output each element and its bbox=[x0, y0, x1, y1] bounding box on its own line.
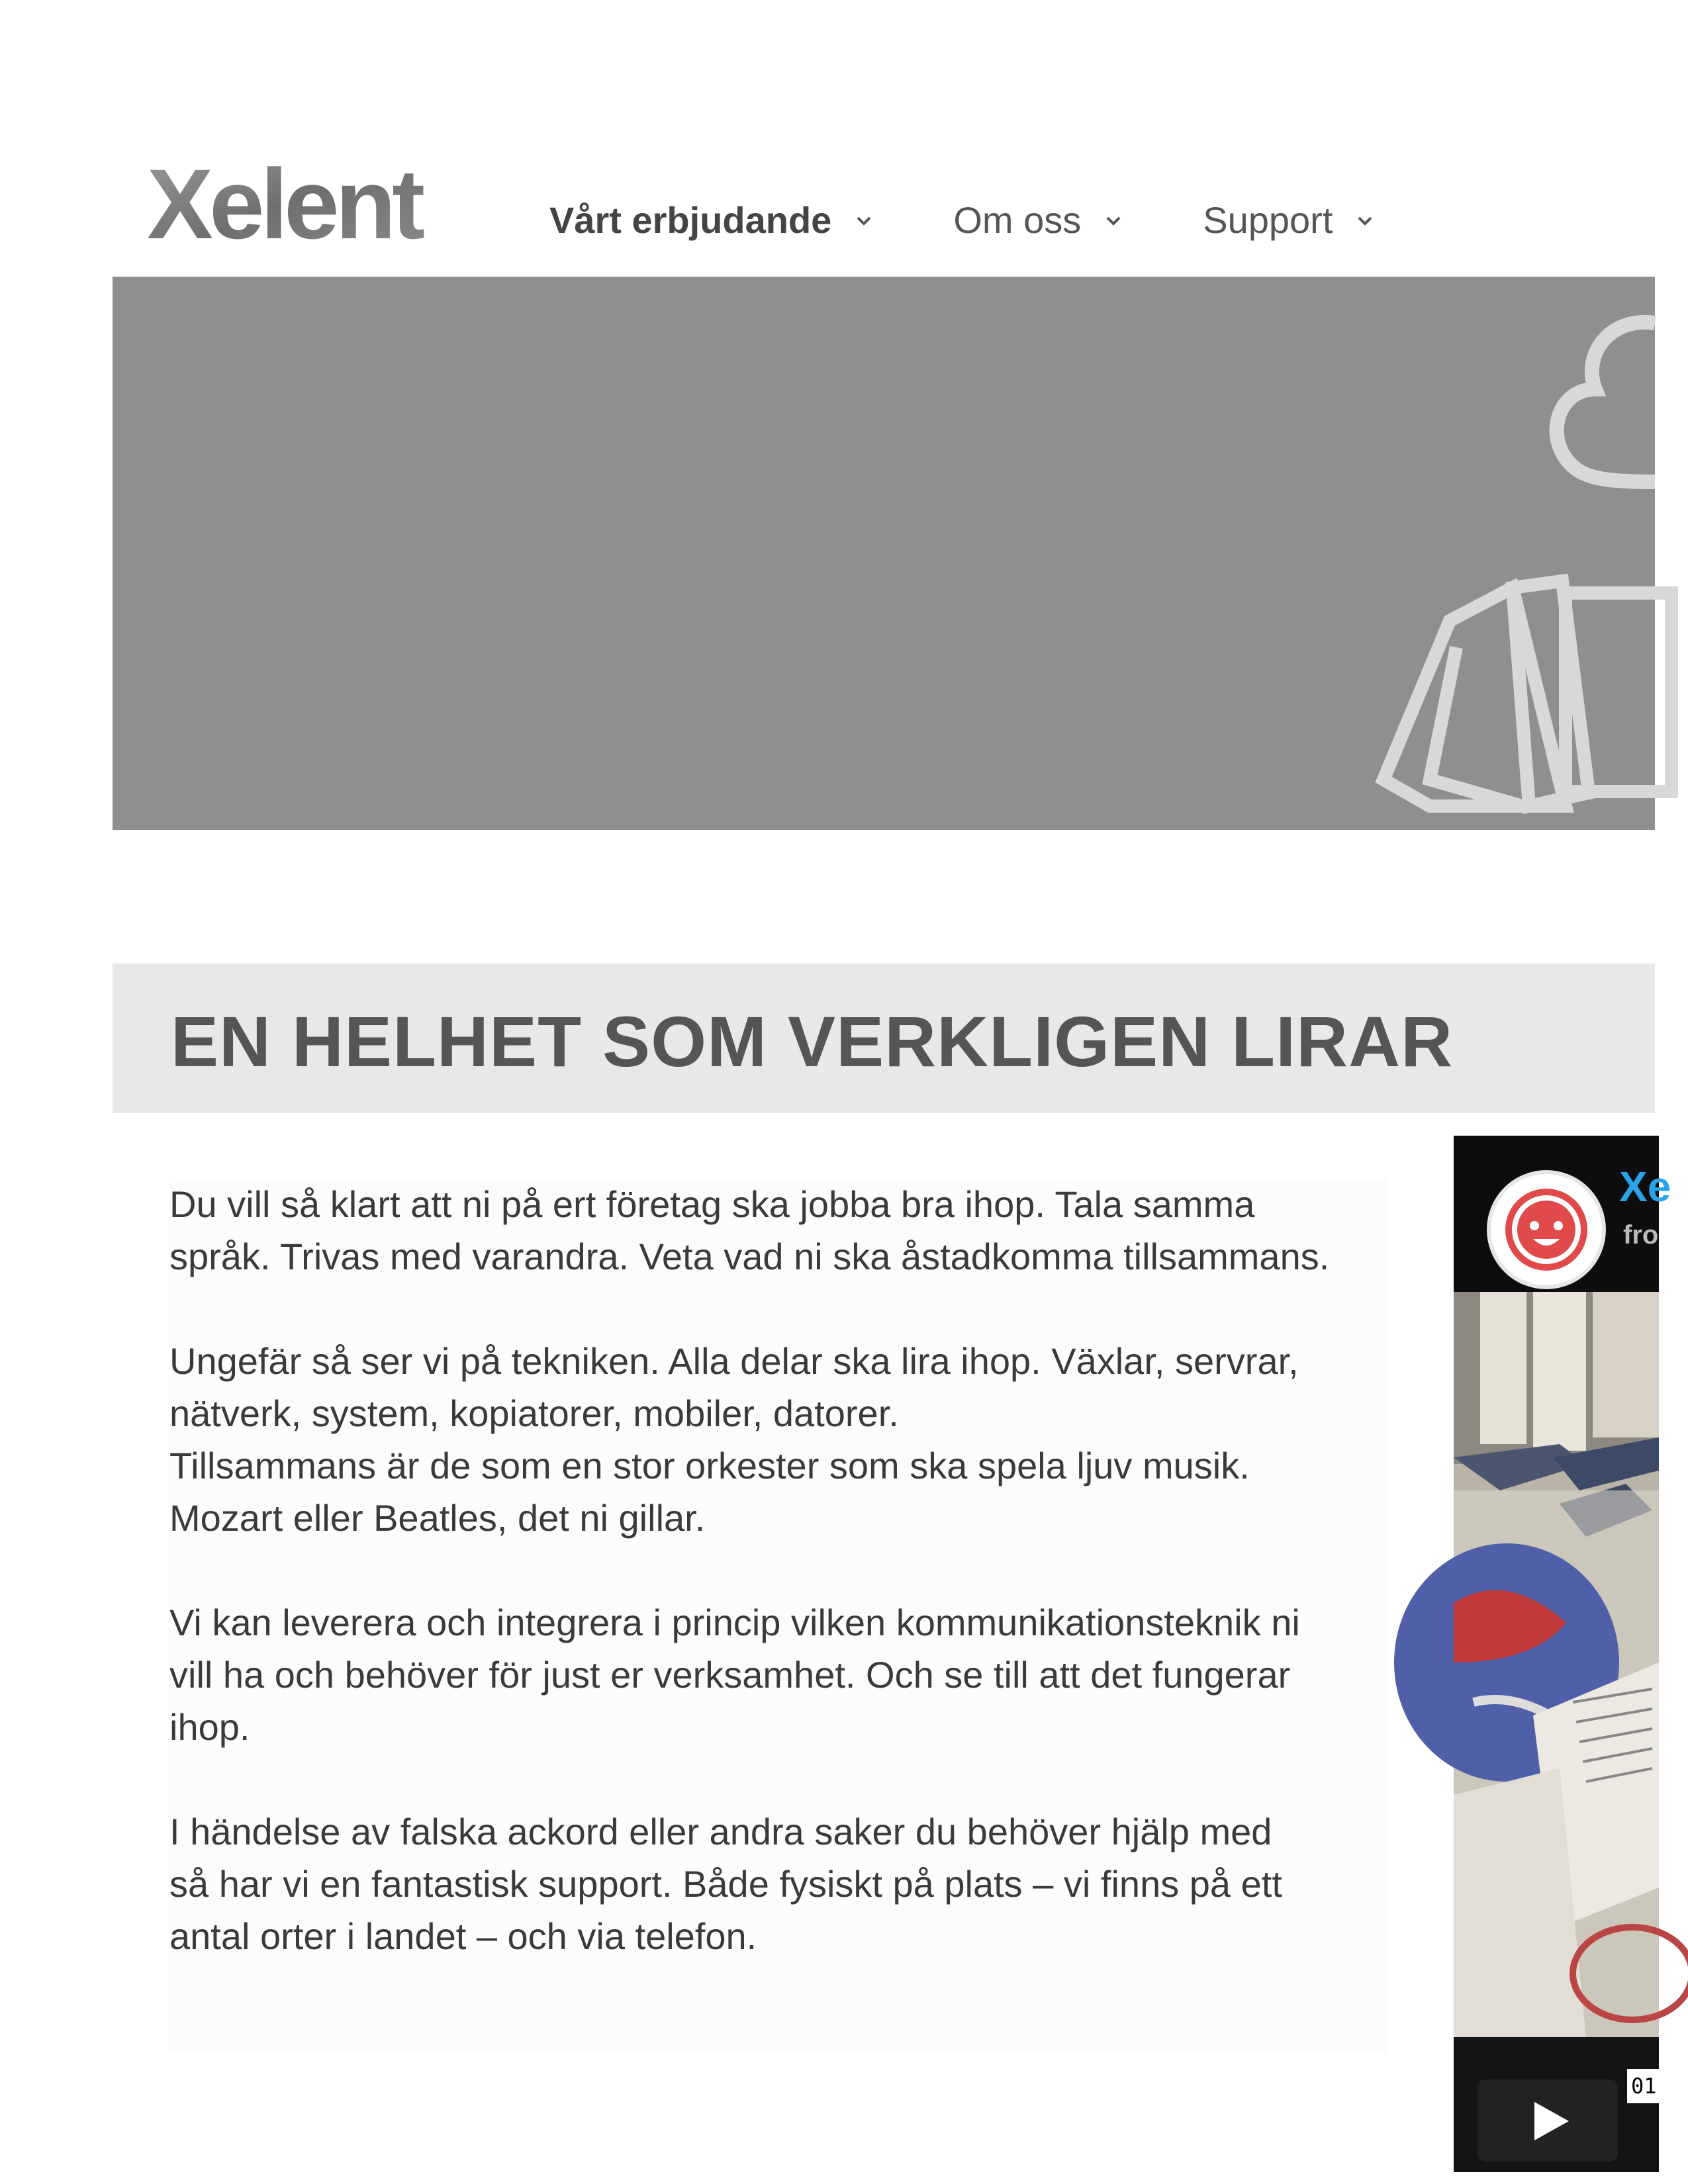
text-line: Tillsammans är de som en stor orkester som ska spela ljuv musik. bbox=[169, 1445, 1250, 1486]
text-line: Mozart eller Beatles, det ni gillar. bbox=[169, 1497, 706, 1539]
paragraph bbox=[169, 1805, 1387, 1962]
text-line: Vi kan leverera och integrera i princip vilken kommunikationsteknik ni bbox=[169, 1602, 1300, 1643]
nav-item-erbjudande[interactable] bbox=[549, 199, 874, 242]
video-time: 01 bbox=[1627, 2069, 1680, 2103]
video-header bbox=[1454, 1136, 1671, 1292]
smiley-icon bbox=[1491, 1174, 1602, 1285]
text-line: Ungefär så ser vi på tekniken. Alla delar ska lira ihop. Växlar, servrar, bbox=[169, 1340, 1299, 1382]
chevron-down-icon bbox=[854, 210, 874, 230]
text-line: vill ha och behöver för just er verksamhet. Och se till att det fungerar bbox=[169, 1654, 1291, 1696]
chevron-down-icon bbox=[1355, 210, 1375, 230]
text-line: ihop. bbox=[169, 1706, 250, 1748]
text-line: så har vi en fantastisk support. Både fysiskt på plats – vi finns på ett bbox=[169, 1863, 1282, 1905]
section-heading: EN HELHET SOM VERKLIGEN LIRAR bbox=[171, 1001, 1454, 1081]
avatar[interactable] bbox=[1487, 1170, 1606, 1289]
paragraph bbox=[169, 1335, 1387, 1544]
nav-label: Om oss bbox=[953, 199, 1082, 241]
cloud-icon bbox=[1557, 322, 1655, 482]
nav-label: Vårt erbjudande bbox=[549, 199, 832, 241]
paragraph bbox=[169, 1178, 1387, 1283]
hero-banner bbox=[113, 277, 1655, 830]
hero-illustration bbox=[1390, 277, 1655, 830]
nav-label: Support bbox=[1203, 199, 1333, 241]
chevron-down-icon bbox=[1103, 210, 1123, 230]
text-line: antal orter i landet – och via telefon. bbox=[169, 1915, 757, 1957]
text-line: I händelse av falska ackord eller andra saker du behöver hjälp med bbox=[169, 1811, 1272, 1852]
play-icon bbox=[1477, 2079, 1618, 2161]
main-nav bbox=[549, 199, 1454, 242]
paragraph bbox=[169, 1596, 1387, 1753]
video-thumbnail bbox=[1454, 1292, 1659, 2037]
video-player[interactable] bbox=[1454, 1136, 1671, 2172]
video-title[interactable]: Xe bbox=[1619, 1163, 1671, 1210]
logo-text: Xelent bbox=[147, 148, 422, 259]
play-button[interactable] bbox=[1477, 2079, 1618, 2161]
text-line: språk. Trivas med varandra. Veta vad ni ska åstadkomma tillsammans. bbox=[169, 1236, 1330, 1277]
text-line: Du vill så klart att ni på ert företag ska jobba bra ihop. Tala samma bbox=[169, 1183, 1255, 1225]
video-from: fro bbox=[1623, 1220, 1659, 1250]
stacked-documents-icon bbox=[1383, 581, 1671, 806]
section-heading-band bbox=[113, 964, 1655, 1113]
text-line: nätverk, system, kopiatorer, mobiler, datorer. bbox=[169, 1392, 899, 1434]
nav-item-support[interactable] bbox=[1203, 199, 1375, 242]
xelent-logo[interactable] bbox=[147, 148, 485, 259]
video-controls bbox=[1454, 2037, 1659, 2172]
intro-text bbox=[169, 1178, 1387, 2053]
nav-item-om-oss[interactable] bbox=[953, 199, 1123, 242]
